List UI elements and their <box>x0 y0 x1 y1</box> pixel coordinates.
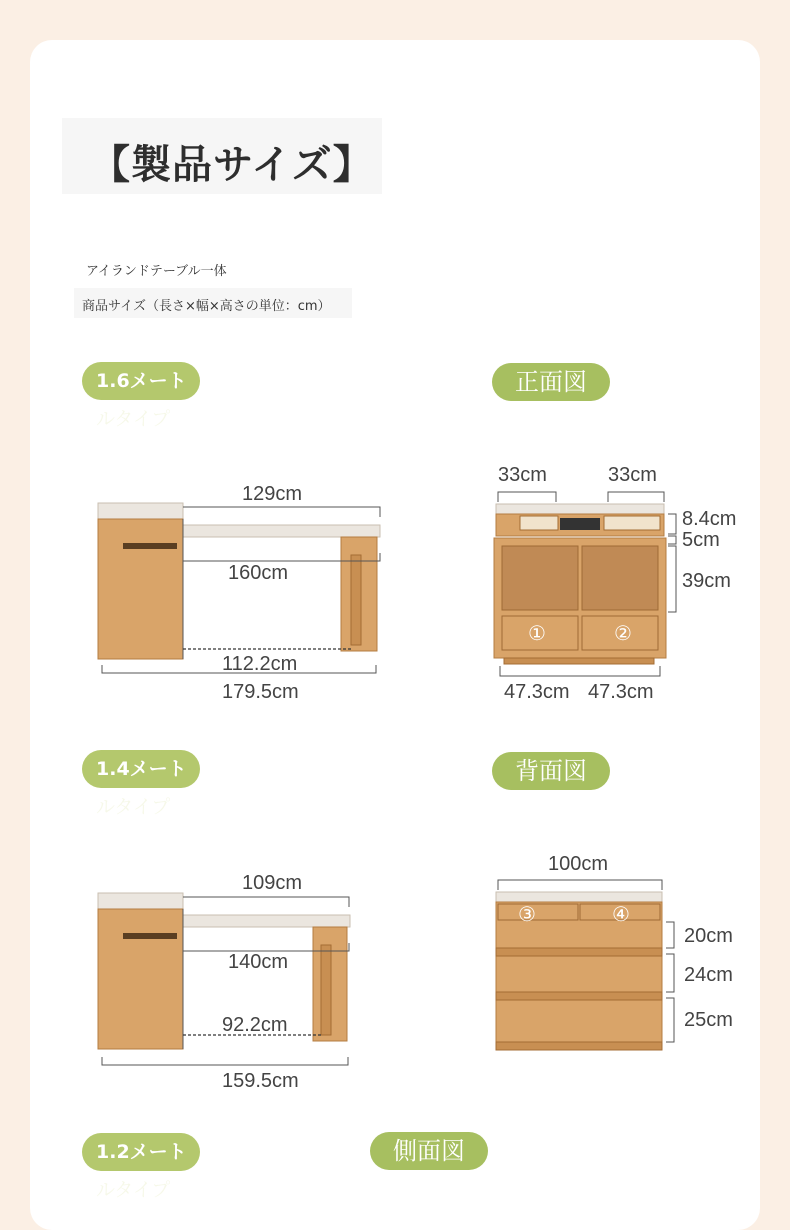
size-note: 商品サイズ（長さ×幅×高さの単位：cm） <box>82 299 331 314</box>
product-name: アイランドテーブル一体 <box>86 264 227 279</box>
dim-160-top: 129cm <box>242 483 303 505</box>
front-shelf-left: 33cm <box>498 464 547 486</box>
type-140-badge <box>82 750 200 818</box>
front-w-left: 47.3cm <box>504 681 570 703</box>
side-view-badge: 側面図 <box>370 1132 488 1170</box>
dim-140-inner: 92.2cm <box>222 1014 288 1036</box>
type-120-label: 1.2メート <box>96 1141 187 1163</box>
drawer-4-label: ④ <box>612 904 630 926</box>
front-w-right: 47.3cm <box>588 681 654 703</box>
drawer-2-label: ② <box>614 623 632 645</box>
type-140-label: 1.4メート <box>96 758 187 780</box>
back-h3: 25cm <box>684 1009 733 1031</box>
dim-160-total: 179.5cm <box>222 681 299 703</box>
desk-140-figure <box>95 885 365 1075</box>
type-160-badge <box>82 362 200 430</box>
type-160-ghost: ルタイプ <box>96 408 171 430</box>
back-view-badge: 背面図 <box>492 752 610 790</box>
back-width: 100cm <box>548 853 609 875</box>
dim-140-table: 140cm <box>228 951 289 973</box>
type-120-badge <box>82 1133 200 1201</box>
type-140-ghost: ルタイプ <box>96 796 171 818</box>
dim-140-top: 109cm <box>242 872 303 894</box>
front-shelf-right: 33cm <box>608 464 657 486</box>
type-160-label: 1.6メート <box>96 370 187 392</box>
dim-160-inner: 112.2cm <box>222 653 298 675</box>
back-h1: 20cm <box>684 925 733 947</box>
page-title: 【製品サイズ】 <box>90 142 374 188</box>
front-h3: 39cm <box>682 570 731 592</box>
type-120-ghost: ルタイプ <box>96 1179 171 1201</box>
drawer-3-label: ③ <box>518 904 536 926</box>
front-h1: 8.4cm <box>682 508 737 530</box>
drawer-1-label: ① <box>528 623 546 645</box>
dim-160-table: 160cm <box>228 562 289 584</box>
back-h2: 24cm <box>684 964 733 986</box>
front-view-figure <box>490 488 680 688</box>
dim-140-total: 159.5cm <box>222 1070 299 1092</box>
front-h2: 5cm <box>682 529 720 551</box>
front-view-badge: 正面図 <box>492 363 610 401</box>
